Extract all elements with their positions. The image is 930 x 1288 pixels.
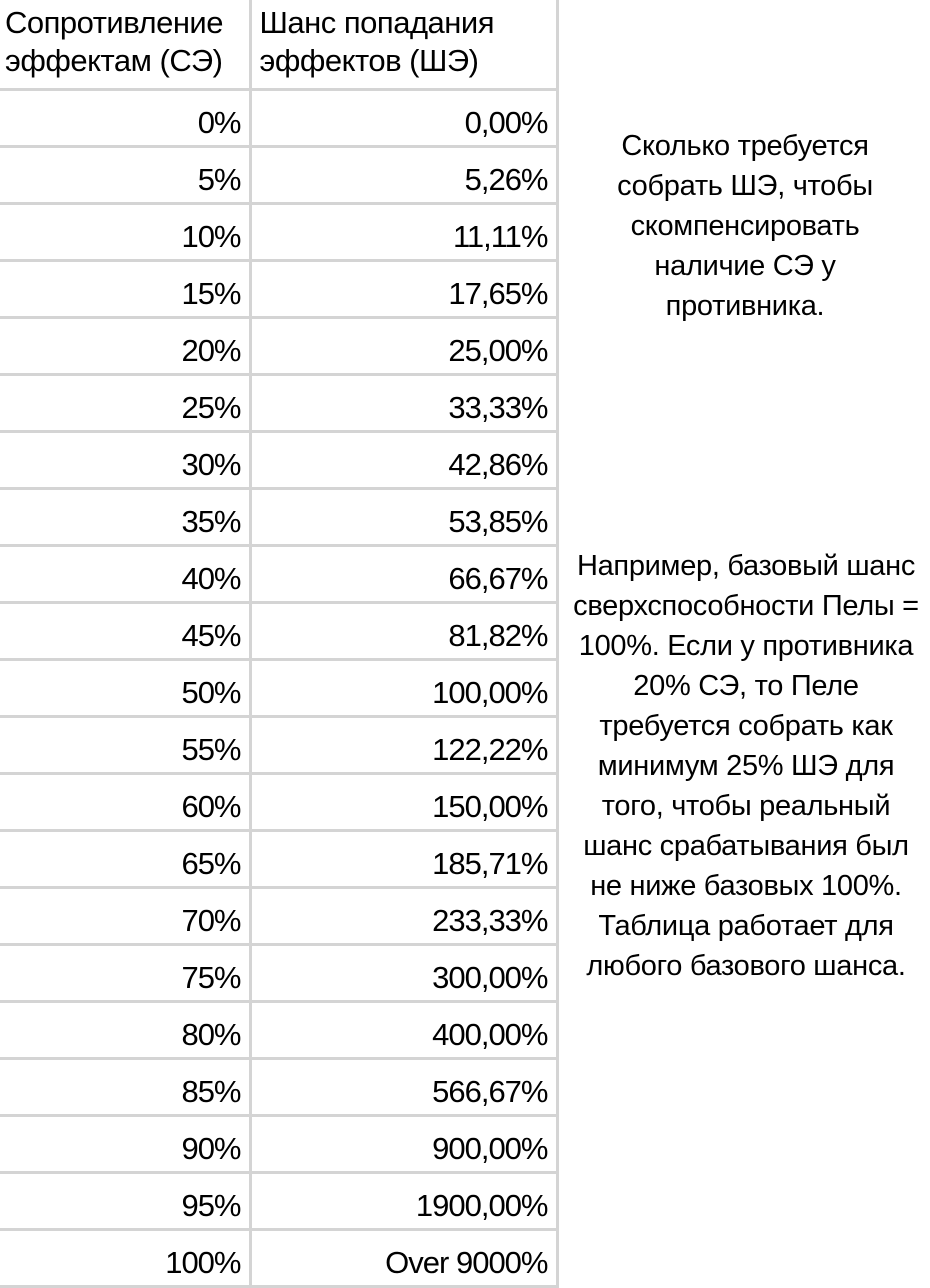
table-row [0,90,557,147]
cell-effect-hit-rate[interactable]: 81,82% [250,603,557,660]
cell-effect-hit-rate[interactable]: 11,11% [250,204,557,261]
cell-effect-resistance[interactable]: 70% [0,888,250,945]
cell-effect-resistance[interactable]: 50% [0,660,250,717]
table-row [0,375,557,432]
cell-effect-hit-rate[interactable]: 42,86% [250,432,557,489]
cell-effect-hit-rate[interactable]: 25,00% [250,318,557,375]
table-body [0,90,557,1287]
cell-effect-resistance[interactable]: 60% [0,774,250,831]
cell-effect-hit-rate[interactable]: 53,85% [250,489,557,546]
cell-effect-hit-rate[interactable]: 0,00% [250,90,557,147]
cell-effect-hit-rate[interactable]: 1900,00% [250,1173,557,1230]
table-row [0,831,557,888]
cell-effect-hit-rate[interactable]: 150,00% [250,774,557,831]
cell-effect-hit-rate[interactable]: 17,65% [250,261,557,318]
cell-effect-resistance[interactable]: 35% [0,489,250,546]
cell-effect-resistance[interactable]: 90% [0,1116,250,1173]
cell-effect-resistance[interactable]: 25% [0,375,250,432]
table-row [0,204,557,261]
cell-effect-hit-rate[interactable]: 400,00% [250,1002,557,1059]
cell-effect-hit-rate[interactable]: 66,67% [250,546,557,603]
cell-effect-resistance[interactable]: 0% [0,90,250,147]
header-effect-hit-rate[interactable]: Шанс попадания эффектов (ШЭ) [250,0,557,90]
table-row [0,1059,557,1116]
cell-effect-hit-rate[interactable]: 5,26% [250,147,557,204]
note-intro[interactable]: Сколько требуется собрать ШЭ, чтобы скомпенсировать наличие СЭ у противника. [617,130,873,322]
cell-effect-resistance[interactable]: 20% [0,318,250,375]
cell-effect-hit-rate[interactable]: 900,00% [250,1116,557,1173]
cell-effect-resistance[interactable]: 95% [0,1173,250,1230]
cell-effect-resistance[interactable]: 30% [0,432,250,489]
cell-effect-hit-rate[interactable]: 233,33% [250,888,557,945]
table-row [0,603,557,660]
cell-effect-resistance[interactable]: 65% [0,831,250,888]
table-row [0,147,557,204]
table-row [0,546,557,603]
table-row [0,261,557,318]
table-row [0,1116,557,1173]
cell-effect-resistance[interactable]: 55% [0,717,250,774]
note-example[interactable]: Например, базовый шанс сверхспособности Пелы = 100%. Если у противника 20% СЭ, то Пеле требуется собрать как минимум 25% ШЭ для того, чтобы реальный шанс срабатывания был не ниже базовых 100%. Таблица работает для любого базового шанса. [573,550,919,982]
table-row [0,660,557,717]
cell-effect-resistance[interactable]: 15% [0,261,250,318]
cell-effect-resistance[interactable]: 75% [0,945,250,1002]
cell-effect-resistance[interactable]: 40% [0,546,250,603]
table-row [0,774,557,831]
cell-effect-hit-rate[interactable]: 100,00% [250,660,557,717]
header-row [0,0,557,90]
table-row [0,1002,557,1059]
cell-effect-hit-rate[interactable]: 122,22% [250,717,557,774]
table-row [0,318,557,375]
header-effect-resistance[interactable]: Сопротивление эффектам (СЭ) [0,0,250,90]
cell-effect-resistance[interactable]: 100% [0,1230,250,1287]
cell-effect-hit-rate[interactable]: 185,71% [250,831,557,888]
cell-effect-resistance[interactable]: 80% [0,1002,250,1059]
cell-effect-resistance[interactable]: 10% [0,204,250,261]
cell-effect-hit-rate[interactable]: 33,33% [250,375,557,432]
table-row [0,432,557,489]
table-row [0,1230,557,1287]
cell-effect-resistance[interactable]: 85% [0,1059,250,1116]
table-row [0,945,557,1002]
cell-effect-hit-rate[interactable]: Over 9000% [250,1230,557,1287]
cell-effect-hit-rate[interactable]: 566,67% [250,1059,557,1116]
table-row [0,888,557,945]
cell-effect-hit-rate[interactable]: 300,00% [250,945,557,1002]
cell-effect-resistance[interactable]: 45% [0,603,250,660]
table-row [0,1173,557,1230]
table-row [0,489,557,546]
cell-effect-resistance[interactable]: 5% [0,147,250,204]
table-row [0,717,557,774]
